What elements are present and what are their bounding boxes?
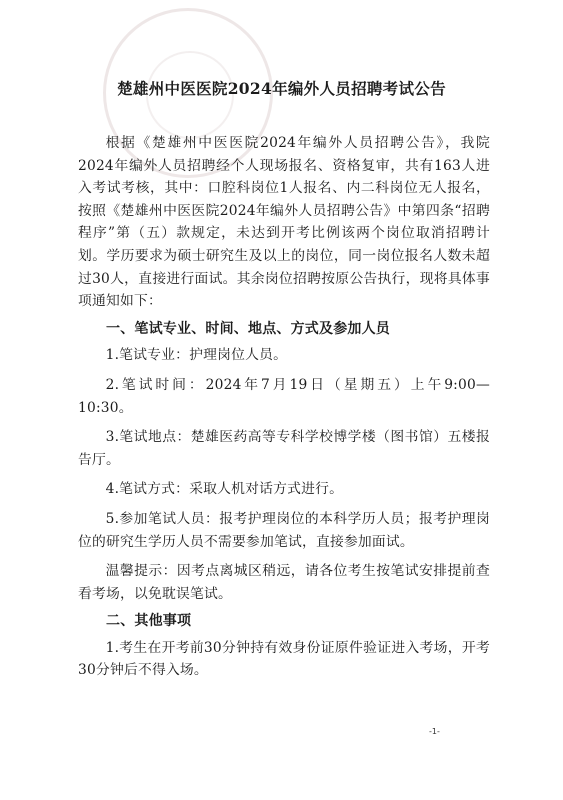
list-item-location: 3.笔试地点：楚雄医药高等专科学校博学楼（图书馆）五楼报告厅。 bbox=[78, 429, 490, 468]
document-body bbox=[78, 132, 490, 682]
reminder-paragraph: 温馨提示：因考点离城区稍远，请各位考生按笔试安排提前查看考场，以免耽误笔试。 bbox=[78, 563, 490, 602]
list-item-other-1: 1.考生在开考前30分钟持有效身份证原件验证进入考场，开考30分钟后不得入场。 bbox=[78, 639, 490, 679]
list-item-participants: 5.参加笔试人员：报考护理岗位的本科学历人员；报考护理岗位的研究生学历人员不需要参加笔试，直接参加面试。 bbox=[78, 510, 490, 550]
list-item-time: 2.笔试时间：2024年7月19日（星期五）上午9:00—10:30。 bbox=[78, 376, 490, 416]
intro-paragraph: 根据《楚雄州中医医院2024年编外人员招聘公告》，我院2024年编外人员招聘经个人现场报名、资格复审，共有163人进入考试考核，其中：口腔科岗位1人报名、内二科岗位无人报名，按照《楚雄州中医医院2024年编外人员招聘公告》中第四条“招聘程序”第（五）款规定，未达到开考比例该两个岗位取消招聘计划。学历要求为硕士研究生及以上的岗位，同一岗位报名人数未超过30人，直接进行面试。其余岗位招聘按原公告执行，现将具体事项通知如下： bbox=[78, 135, 490, 310]
page-number: -1- bbox=[429, 727, 440, 736]
list-item-method: 4.笔试方式：采取人机对话方式进行。 bbox=[105, 481, 344, 498]
section-heading-1: 一、笔试专业、时间、地点、方式及参加人员 bbox=[106, 320, 390, 337]
document-title: 楚雄州中医医院2024年编外人员招聘考试公告 bbox=[117, 79, 446, 98]
list-item-subject: 1.笔试专业：护理岗位人员。 bbox=[105, 347, 288, 364]
section-heading-2: 二、其他事项 bbox=[106, 613, 192, 630]
